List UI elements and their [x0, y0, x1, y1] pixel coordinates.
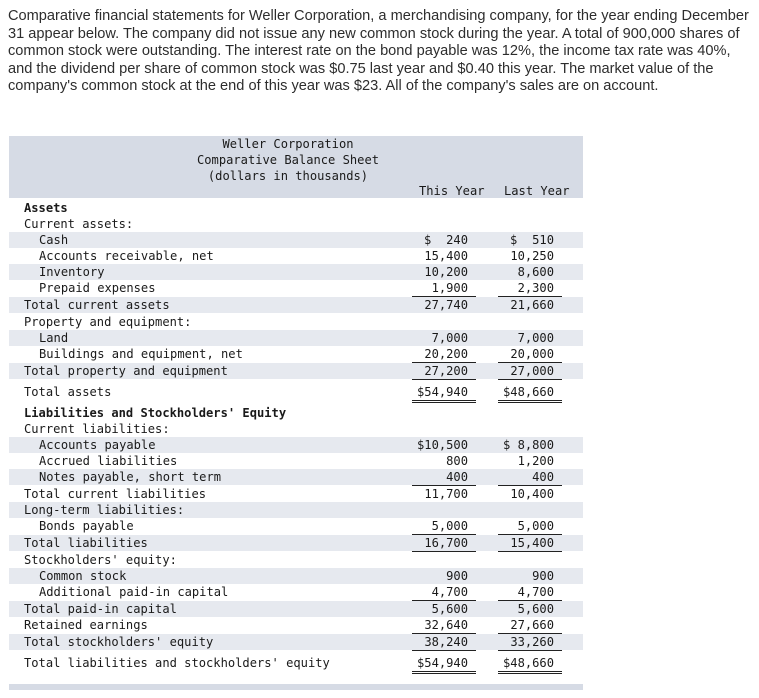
row-label: Accrued liabilities — [39, 454, 178, 468]
table-row — [9, 200, 583, 216]
table-row — [9, 568, 583, 584]
table-row — [9, 363, 583, 379]
dollar-sign: $ — [424, 233, 432, 247]
table-row — [9, 232, 583, 248]
this-year-value-cell — [412, 469, 476, 486]
last-year-value: 900 — [532, 569, 554, 583]
this-year-value-cell — [412, 232, 476, 248]
this-year-value: 4,700 — [431, 585, 468, 599]
last-year-value-cell — [498, 453, 562, 469]
last-year-value: 4,700 — [517, 585, 554, 599]
table-row — [9, 601, 583, 617]
row-label: Total property and equipment — [24, 364, 228, 378]
this-year-value: 1,900 — [431, 281, 468, 295]
this-year-value: 5,000 — [431, 519, 468, 533]
last-year-value-cell — [498, 617, 562, 634]
last-year-value-cell — [498, 655, 562, 674]
last-year-value: $ 8,800 — [503, 438, 554, 452]
statement-units: (dollars in thousands) — [207, 169, 369, 183]
last-year-value-cell — [498, 248, 562, 264]
last-year-value-cell — [498, 363, 562, 380]
table-row — [9, 280, 583, 296]
last-year-value-cell — [498, 264, 562, 280]
row-label: Total assets — [24, 385, 112, 399]
row-label: Land — [39, 331, 69, 345]
row-label: Common stock — [39, 569, 127, 583]
last-year-value-cell — [498, 568, 562, 584]
this-year-value: 27,200 — [424, 364, 468, 378]
row-label: Property and equipment: — [24, 315, 192, 329]
row-label: Prepaid expenses — [39, 281, 156, 295]
row-label: Accounts payable — [39, 438, 156, 452]
this-year-value: 5,600 — [431, 602, 468, 616]
this-year-value-cell — [412, 437, 476, 453]
table-row — [9, 437, 583, 453]
row-label: Buildings and equipment, net — [39, 347, 243, 361]
last-year-value: 10,250 — [510, 249, 554, 263]
row-label: Total stockholders' equity — [24, 635, 214, 649]
this-year-value: 11,700 — [424, 487, 468, 501]
row-label: Liabilities and Stockholders' Equity — [24, 406, 287, 420]
problem-intro-text: Comparative financial statements for Weller Corporation, a merchandising company, for the year ending December 31 appear below. The company did not issue any new common stock during the year. A total of 900,000 shares of common stock were outstanding. The interest rate on the bond payable was 12%, the income tax rate was 40%, and the dividend per share of common stock was $0.75 last year and $0.40 this year. The market value of the company's common stock at the end of this year was $23. All of the company's sales are on account. — [8, 8, 749, 95]
row-label: Total current assets — [24, 298, 170, 312]
table-row — [9, 552, 583, 568]
table-row — [9, 518, 583, 534]
this-year-value-cell — [412, 518, 476, 535]
last-year-value: 21,660 — [510, 298, 554, 312]
this-year-value: 16,700 — [424, 536, 468, 550]
row-label: Current liabilities: — [24, 422, 170, 436]
last-year-value-cell — [498, 232, 562, 248]
comparative-balance-sheet — [9, 136, 583, 690]
last-year-value: 27,660 — [510, 618, 554, 632]
last-year-value-cell — [498, 280, 562, 297]
last-year-value: 400 — [532, 470, 554, 484]
this-year-value: 38,240 — [424, 635, 468, 649]
this-year-value: 400 — [446, 470, 468, 484]
this-year-value-cell — [412, 297, 476, 313]
this-year-value-cell — [412, 346, 476, 363]
this-year-value-cell — [412, 264, 476, 280]
this-year-value: $10,500 — [417, 438, 468, 452]
this-year-value: 32,640 — [424, 618, 468, 632]
last-year-value-cell — [498, 634, 562, 651]
this-year-value-cell — [412, 568, 476, 584]
row-label: Bonds payable — [39, 519, 134, 533]
table-row — [9, 216, 583, 232]
last-year-value: 510 — [532, 233, 554, 247]
this-year-value: 800 — [446, 454, 468, 468]
row-label: Notes payable, short term — [39, 470, 222, 484]
last-year-value-cell — [498, 346, 562, 363]
last-year-value: 33,260 — [510, 635, 554, 649]
row-label: Total paid-in capital — [24, 602, 177, 616]
last-year-value: 10,400 — [510, 487, 554, 501]
statement-title: Comparative Balance Sheet — [196, 153, 380, 167]
last-year-value-cell — [498, 384, 562, 403]
last-year-value: 20,000 — [510, 347, 554, 361]
table-row — [9, 248, 583, 264]
this-year-value: 15,400 — [424, 249, 468, 263]
sheet-footer-bar — [9, 684, 583, 690]
last-year-value: 5,600 — [517, 602, 554, 616]
this-year-value-cell — [412, 280, 476, 297]
row-label: Cash — [39, 233, 69, 247]
column-header-this-year: This Year — [419, 184, 485, 198]
this-year-value-cell — [412, 486, 476, 502]
table-row — [9, 264, 583, 280]
last-year-value: 8,600 — [517, 265, 554, 279]
table-row — [9, 330, 583, 346]
last-year-value-cell — [498, 486, 562, 502]
row-label: Total current liabilities — [24, 487, 207, 501]
row-label: Additional paid-in capital — [39, 585, 229, 599]
dollar-sign: $ — [510, 233, 518, 247]
last-year-value-cell — [498, 469, 562, 486]
this-year-value: 20,200 — [424, 347, 468, 361]
table-row — [9, 453, 583, 469]
this-year-value-cell — [412, 363, 476, 380]
last-year-value-cell — [498, 297, 562, 313]
table-row — [9, 655, 583, 671]
table-row — [9, 502, 583, 518]
this-year-value-cell — [412, 601, 476, 617]
last-year-value: $48,660 — [503, 656, 554, 670]
table-row — [9, 486, 583, 502]
table-row — [9, 314, 583, 330]
company-name: Weller Corporation — [222, 137, 354, 151]
table-row — [9, 584, 583, 600]
table-row — [9, 617, 583, 633]
this-year-value-cell — [412, 584, 476, 601]
this-year-value-cell — [412, 384, 476, 403]
last-year-value-cell — [498, 437, 562, 453]
row-label: Inventory — [39, 265, 105, 279]
this-year-value-cell — [412, 617, 476, 634]
this-year-value: 900 — [446, 569, 468, 583]
this-year-value-cell — [412, 248, 476, 264]
row-label: Assets — [24, 201, 68, 215]
last-year-value: 7,000 — [517, 331, 554, 345]
table-row — [9, 634, 583, 650]
this-year-value-cell — [412, 535, 476, 552]
last-year-value-cell — [498, 535, 562, 552]
row-label: Long-term liabilities: — [24, 503, 185, 517]
last-year-value: $48,660 — [503, 385, 554, 399]
this-year-value-cell — [412, 453, 476, 469]
this-year-value: 10,200 — [424, 265, 468, 279]
this-year-value: 240 — [446, 233, 468, 247]
table-row — [9, 297, 583, 313]
row-label: Accounts receivable, net — [39, 249, 214, 263]
this-year-value-cell — [412, 634, 476, 651]
this-year-value: 7,000 — [431, 331, 468, 345]
table-row — [9, 469, 583, 485]
sheet-header — [9, 136, 583, 198]
this-year-value-cell — [412, 655, 476, 674]
last-year-value: 15,400 — [510, 536, 554, 550]
row-label: Retained earnings — [24, 618, 148, 632]
table-row — [9, 405, 583, 421]
row-label: Total liabilities and stockholders' equity — [24, 656, 330, 670]
row-label: Stockholders' equity: — [24, 553, 177, 567]
column-header-last-year: Last Year — [504, 184, 570, 198]
last-year-value: 1,200 — [517, 454, 554, 468]
row-label: Current assets: — [24, 217, 134, 231]
last-year-value: 27,000 — [510, 364, 554, 378]
table-row — [9, 384, 583, 400]
last-year-value-cell — [498, 518, 562, 535]
this-year-value: $54,940 — [417, 656, 468, 670]
row-label: Total liabilities — [24, 536, 148, 550]
this-year-value: 27,740 — [424, 298, 468, 312]
table-row — [9, 346, 583, 362]
this-year-value-cell — [412, 330, 476, 346]
table-row — [9, 535, 583, 551]
last-year-value: 5,000 — [517, 519, 554, 533]
last-year-value-cell — [498, 584, 562, 601]
last-year-value-cell — [498, 601, 562, 617]
this-year-value: $54,940 — [417, 385, 468, 399]
table-row — [9, 421, 583, 437]
last-year-value: 2,300 — [517, 281, 554, 295]
last-year-value-cell — [498, 330, 562, 346]
